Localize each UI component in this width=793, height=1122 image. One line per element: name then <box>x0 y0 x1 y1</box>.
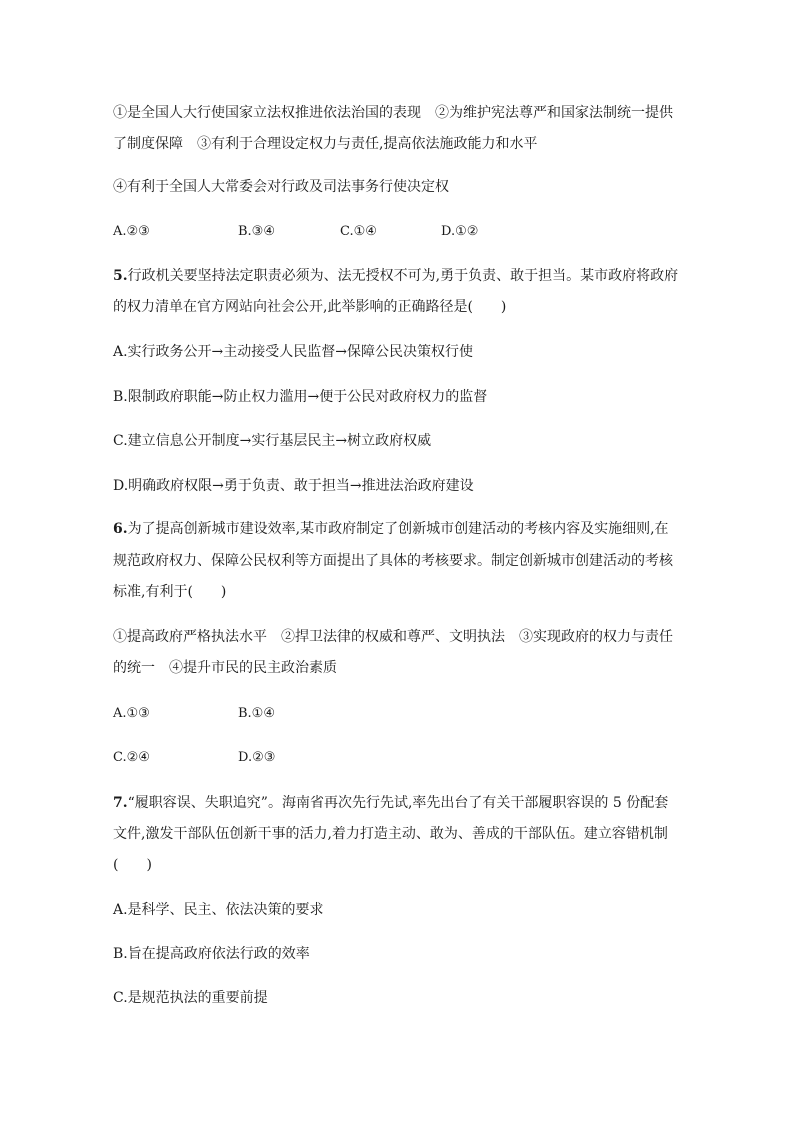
q6-stem-text-1: 为了提高创新城市建设效率,某市政府制定了创新城市创建活动的考核内容及实施细则,在 <box>127 521 669 537</box>
q5-option-d: D.明确政府权限→勇于负责、敢于担当→推进法治政府建设 <box>113 478 474 494</box>
q7-number: 7. <box>113 795 128 811</box>
q4-option-c: C.①④ <box>340 224 377 239</box>
q6-stem-line-3: 标准,有利于( ) <box>113 584 227 600</box>
q4-option-d: D.①② <box>441 224 479 239</box>
q6-stem-line-1 <box>113 519 669 539</box>
q6-statement-line-2: 的统一 ④提升市民的民主政治素质 <box>113 660 337 676</box>
q4-statement-line-2: 了制度保障 ③有利于合理设定权力与责任,提高依法施政能力和水平 <box>113 136 538 152</box>
q6-number: 6. <box>113 521 128 537</box>
q7-stem-line-2: 文件,激发干部队伍创新干事的活力,着力打造主动、敢为、善成的干部队伍。建立容错机制 <box>113 826 668 842</box>
q7-option-b: B.旨在提高政府依法行政的效率 <box>113 946 310 962</box>
q6-statement-line-1: ①提高政府严格执法水平 ②捍卫法律的权威和尊严、文明执法 ③实现政府的权力与责任 <box>113 629 673 645</box>
q5-option-a: A.实行政务公开→主动接受人民监督→保障公民决策权行使 <box>113 344 474 360</box>
q7-stem-text-1: “履职容误、失职追究”。海南省再次先行先试,率先出台了有关干部履职容误的 5 份配套 <box>127 795 669 811</box>
q5-option-b: B.限制政府职能→防止权力滥用→便于公民对政府权力的监督 <box>113 389 488 405</box>
q6-option-d: D.②③ <box>238 750 276 765</box>
q7-option-a: A.是科学、民主、依法决策的要求 <box>113 902 324 918</box>
q5-stem-line-1 <box>113 266 678 286</box>
q6-option-c: C.②④ <box>113 750 150 765</box>
q7-stem-line-3: ( ) <box>113 857 152 873</box>
q5-option-c: C.建立信息公开制度→实行基层民主→树立政府权威 <box>113 433 432 449</box>
q6-stem-line-2: 规范政府权力、保障公民权利等方面提出了具体的考核要求。制定创新城市创建活动的考核 <box>113 553 673 569</box>
q4-statement-line-3: ④有利于全国人大常委会对行政及司法事务行使决定权 <box>113 179 449 195</box>
q6-option-a: A.①③ <box>113 706 150 721</box>
q4-option-b: B.③④ <box>238 224 275 239</box>
q4-statement-line-1: ①是全国人大行使国家立法权推进依法治国的表现 ②为维护宪法尊严和国家法制统一提供 <box>113 105 673 121</box>
q5-stem-text-1: 行政机关要坚持法定职责必须为、法无授权不可为,勇于负责、敢于担当。某市政府将政府 <box>127 268 679 284</box>
q5-number: 5. <box>113 268 128 284</box>
q7-stem-line-1 <box>113 793 668 813</box>
q4-option-a: A.②③ <box>113 224 150 239</box>
q7-option-c: C.是规范执法的重要前提 <box>113 990 268 1006</box>
q5-stem-line-2: 的权力清单在官方网站向社会公开,此举影响的正确路径是( ) <box>113 299 507 315</box>
q6-option-b: B.①④ <box>238 706 275 721</box>
